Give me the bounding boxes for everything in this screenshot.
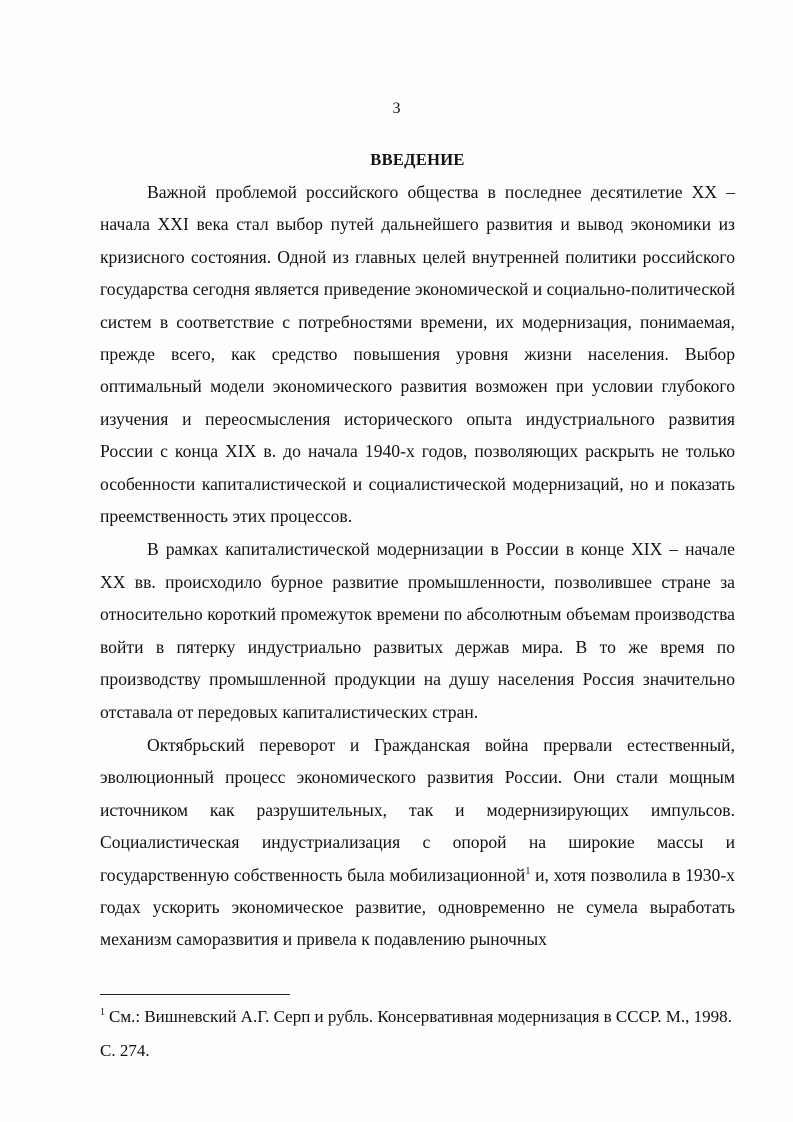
footnote-text: См.: Вишневский А.Г. Серп и рубль. Консервативная модернизация в СССР. М., 1998. С. 274. bbox=[100, 1007, 732, 1060]
page-number: 3 bbox=[392, 100, 401, 117]
footnote-reference: 1 bbox=[525, 865, 531, 877]
paragraph-3-text-before: Октябрьский переворот и Гражданская война прервали естественный, эволюционный процесс экономического развития России. Они стали мощным источником как разрушительных, так и модернизирующих импульсов. Социалистическая индустриализация с опорой на широкие массы и государственную собственность была мобилизационной bbox=[100, 734, 735, 885]
footnote-separator bbox=[100, 994, 290, 995]
footnote bbox=[100, 1000, 740, 1068]
section-title: ВВЕДЕНИЕ bbox=[370, 150, 465, 169]
paragraph-3-text-after: и, хотя позволила в 1930-х годах ускорить экономическое развитие, одновременно не сумела выработать механизм саморазвития и привела к подавлению рыночных bbox=[100, 864, 735, 950]
body-text bbox=[100, 176, 735, 956]
footnote-mark: 1 bbox=[100, 1007, 105, 1018]
paragraph-2: В рамках капиталистической модернизации в России в конце XIX – начале XX вв. происходило бурное развитие промышленности, позволившее стране за относительно короткий промежуток времени по абсолютным объемам производства войти в пятерку индустриально развитых держав мира. В то же время по производству промышленной продукции на душу населения Россия значительно отставала от передовых капиталистических стран. bbox=[100, 539, 735, 722]
paragraph-1: Важной проблемой российского общества в последнее десятилетие XX – начала XXI века стал выбор путей дальнейшего развития и вывод экономики из кризисного состояния. Одной из главных целей внутренней политики российского государства сегодня является приведение экономической и социально-политической систем в соответствие с потребностями времени, их модернизация, понимаемая, прежде всего, как средство повышения уровня жизни населения. Выбор оптимальный модели экономического развития возможен при условии глубокого изучения и переосмысления исторического опыта индустриального развития России с конца XIX в. до начала 1940-х годов, позволяющих раскрыть не только особенности капиталистической и социалистической модернизаций, но и показать преемственность этих процессов. bbox=[100, 182, 735, 527]
paragraph-3 bbox=[100, 729, 735, 956]
